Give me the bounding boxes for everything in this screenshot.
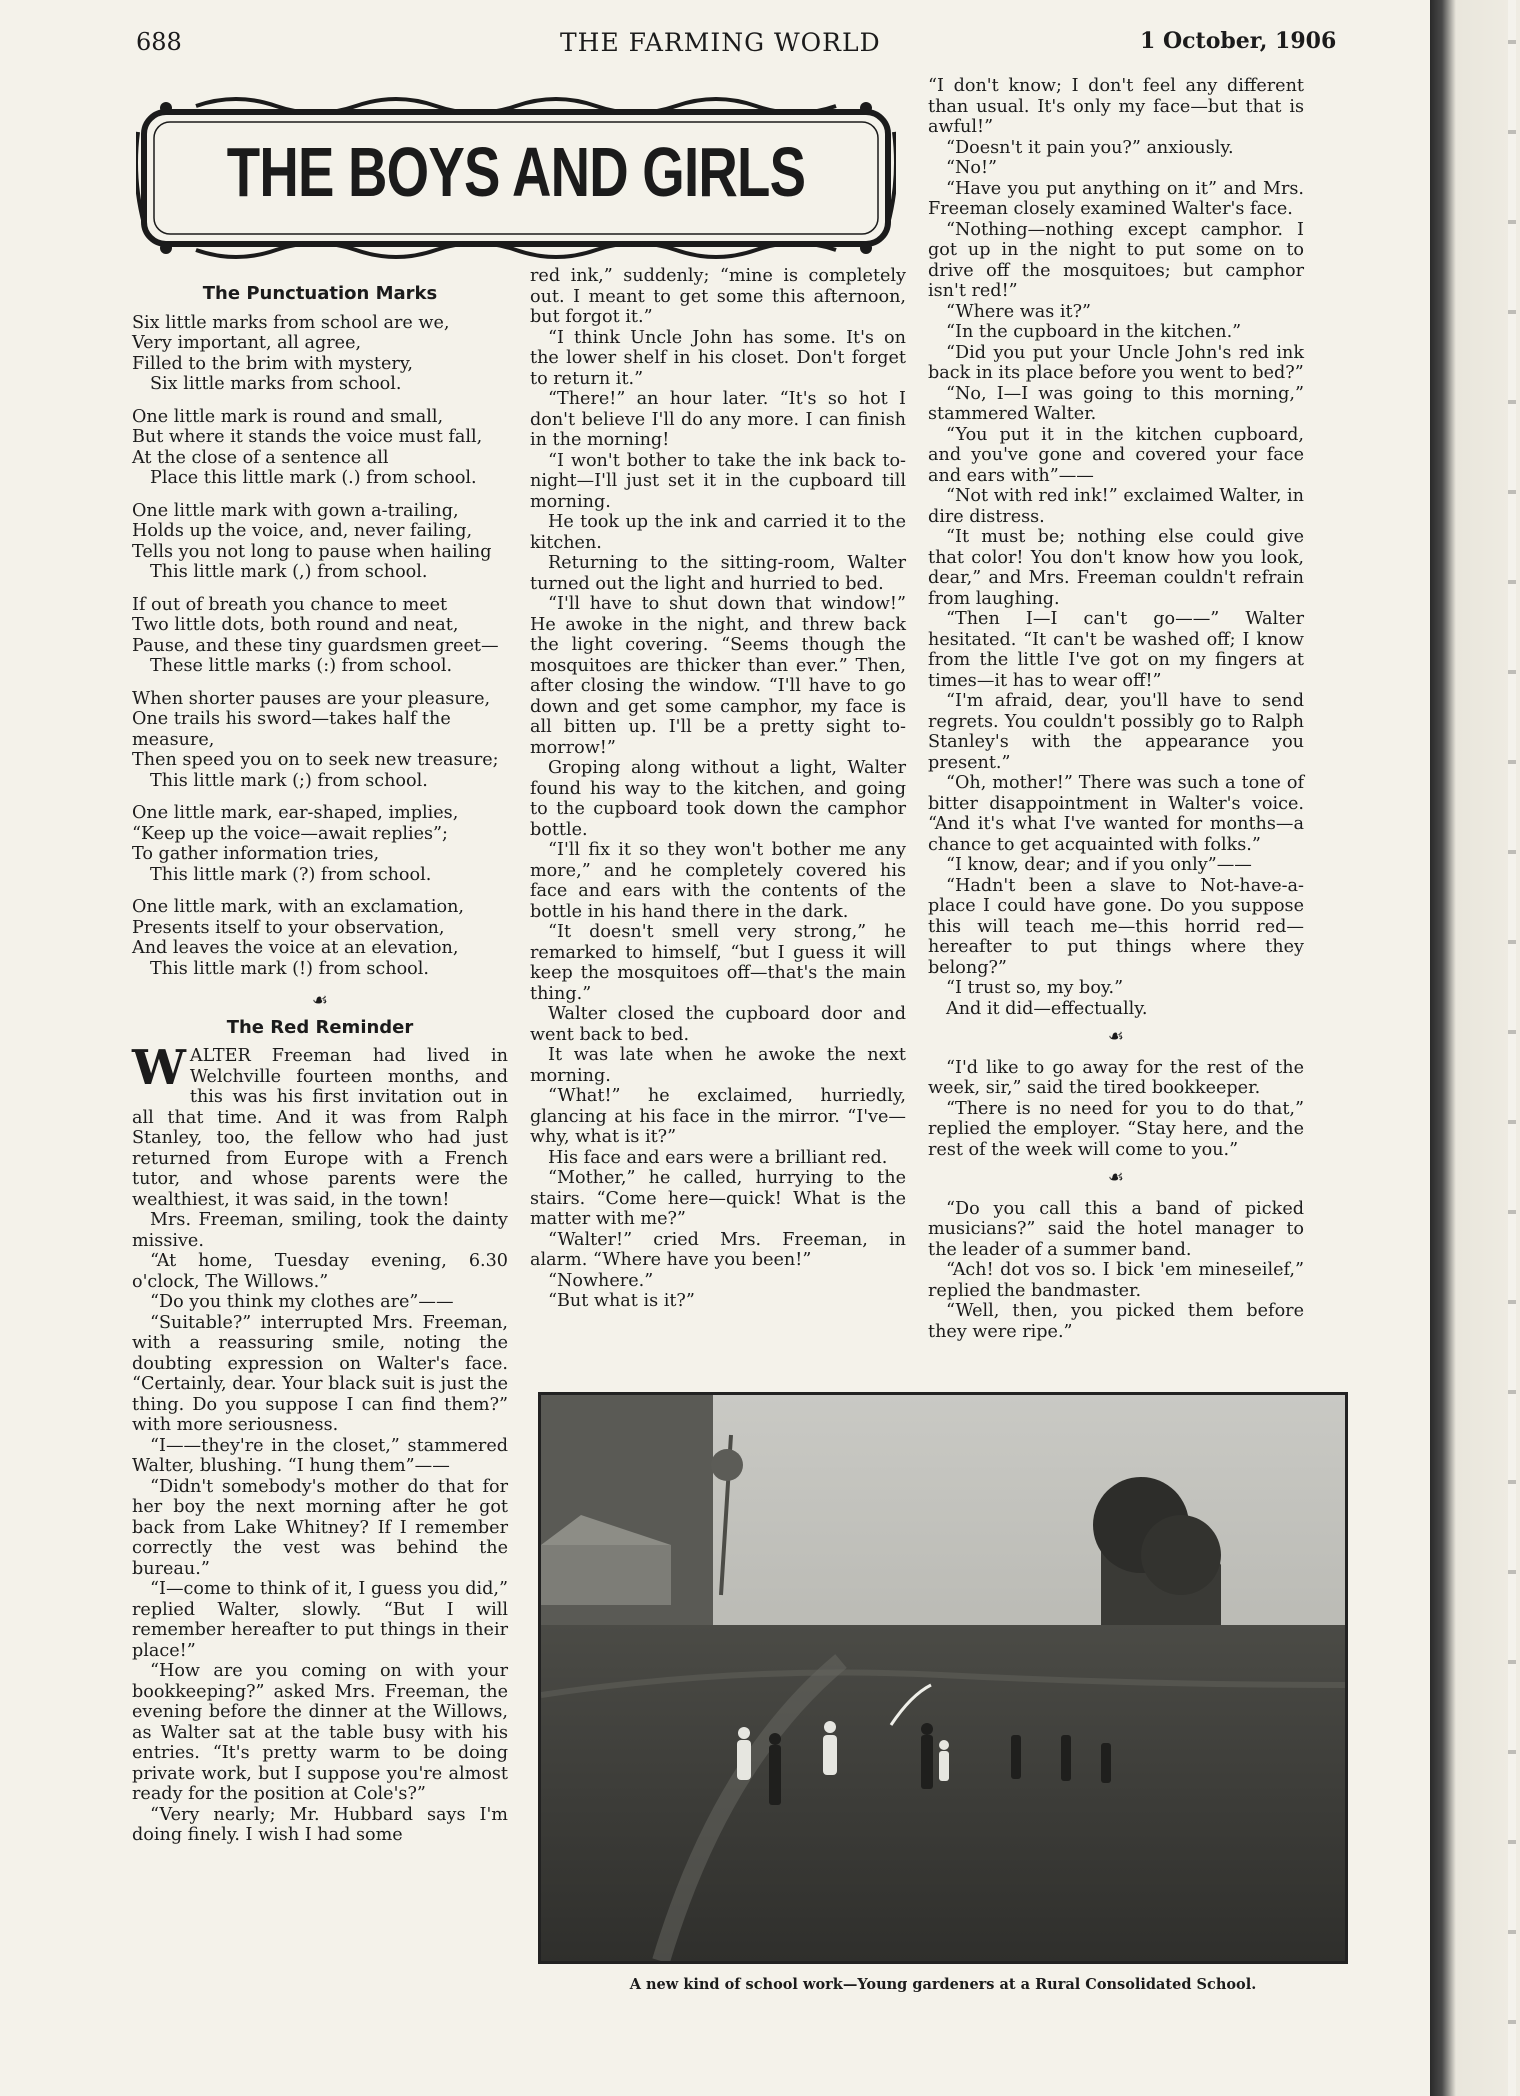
story-paragraph: Groping along without a light, Walter found his way to the kitchen, and going to the cupboard took down the camphor bottle. bbox=[530, 758, 906, 840]
poem-stanza bbox=[132, 407, 508, 489]
story-paragraph: “There!” an hour later. “It's so hot I don't believe I'll do any more. I can finish in the morning! bbox=[530, 389, 906, 450]
column-2 bbox=[530, 266, 906, 1312]
story-paragraph: “Doesn't it pain you?” anxiously. bbox=[946, 137, 1234, 158]
story-paragraph: “Not with red ink!” exclaimed Walter, in dire distress. bbox=[928, 486, 1304, 527]
separator-ornament: ☙ bbox=[1107, 1167, 1125, 1188]
story-paragraph bbox=[132, 1040, 508, 1210]
joke-bookkeeper bbox=[928, 1058, 1304, 1161]
separator-ornament: ☙ bbox=[311, 990, 329, 1011]
story-paragraph: Returning to the sitting-room, Walter turned out the light and hurried to bed. bbox=[530, 553, 906, 594]
story-paragraph: “Very nearly; Mr. Hubbard says I'm doing finely. I wish I had some bbox=[132, 1804, 508, 1845]
poem-line: Holds up the voice, and, never failing, bbox=[132, 521, 473, 541]
story-paragraph: “I know, dear; and if you only”—— bbox=[946, 855, 1252, 875]
story-column-3 bbox=[928, 76, 1304, 1019]
poem-line: Filled to the brim with mystery, bbox=[132, 353, 414, 374]
poem-line: This little mark (;) from school. bbox=[150, 770, 428, 791]
story-paragraph: “Suitable?” interrupted Mrs. Freeman, with a reassuring smile, noting the doubting expression on Walter's face. “Certainly, dear. Your black suit is just the thing. Do you suppose I can find them?” with more seriousness. bbox=[132, 1312, 508, 1435]
poem-line: Place this little mark (.) from school. bbox=[150, 468, 477, 488]
poem-stanza bbox=[132, 689, 508, 792]
joke-paragraph: “Ach! dot vos so. I bick 'em mineseilef,” replied the bandmaster. bbox=[928, 1260, 1304, 1301]
story-paragraph: “Have you put anything on it” and Mrs. Freeman closely examined Walter's face. bbox=[928, 178, 1304, 219]
poem-line: This little mark (,) from school. bbox=[150, 562, 428, 582]
story-paragraph: “Didn't somebody's mother do that for her boy the next morning after he got back from Lake Whitney? If I remember correctly the vest was behind the bureau.” bbox=[132, 1476, 508, 1579]
story-paragraph: “No!” bbox=[946, 158, 998, 178]
story-paragraph: “Oh, mother!” There was such a tone of bitter disappointment in Walter's voice. “And it's what I've wanted for months—a chance to get acquainted with folks.” bbox=[928, 773, 1304, 855]
column-1 bbox=[132, 284, 508, 1846]
story-column-1 bbox=[132, 1040, 508, 1846]
column-3 bbox=[928, 76, 1304, 1342]
poem-line: One little mark, with an exclamation, bbox=[132, 897, 464, 917]
story-paragraph: “At home, Tuesday evening, 6.30 o'clock, The Willows.” bbox=[132, 1251, 508, 1292]
poem-line: These little marks (:) from school. bbox=[150, 656, 453, 676]
poem-line: But where it stands the voice must fall, bbox=[132, 427, 483, 447]
story-paragraph: “I'll have to shut down that window!” He awoke in the night, and threw back the light covering. “Seems though the mosquitoes are thicker than ever.” Then, after closing the window. “I'll have to go down and get some camphor, my face is all bitten up. I'll be a pretty sight to-morrow!” bbox=[530, 594, 906, 758]
poem-line: This little mark (?) from school. bbox=[150, 864, 432, 885]
story-paragraph: “I don't know; I don't feel any different than usual. It's only my face—but that is awful!” bbox=[928, 76, 1304, 137]
poem-line: When shorter pauses are your pleasure, bbox=[132, 688, 491, 709]
joke-paragraph: “Do you call this a band of picked musicians?” said the hotel manager to the leader of a summer band. bbox=[928, 1198, 1304, 1260]
poem-stanza bbox=[132, 897, 508, 979]
poem-line: One little mark, ear-shaped, implies, bbox=[132, 803, 459, 823]
issue-date: 1 October, 1906 bbox=[1140, 28, 1337, 54]
story-paragraph: “You put it in the kitchen cupboard, and you've gone and covered your face and ears with”—— bbox=[928, 424, 1304, 486]
story-paragraph: “It doesn't smell very strong,” he remarked to himself, “but I guess it will keep the mosquitoes off—that's the main thing.” bbox=[530, 922, 906, 1004]
story-paragraph: “How are you coming on with your bookkeeping?” asked Mrs. Freeman, the evening before the dinner at the Willows, as Walter sat at the table busy with his entries. “It's pretty warm to be doing private work, but I suppose you're almost ready for the position at Cole's?” bbox=[132, 1661, 508, 1804]
poem-line: This little mark (!) from school. bbox=[150, 958, 429, 979]
story-title: The Red Reminder bbox=[226, 1016, 414, 1038]
poem-line: Then speed you on to seek new treasure; bbox=[132, 750, 499, 770]
story-paragraph: “But what is it?” bbox=[548, 1291, 695, 1311]
poem-line: Six little marks from school are we, bbox=[132, 312, 450, 333]
story-paragraph: “In the cupboard in the kitchen.” bbox=[946, 322, 1242, 342]
story-paragraph: It was late when he awoke the next morning. bbox=[530, 1045, 906, 1086]
poem-line: “Keep up the voice—await replies”; bbox=[132, 823, 448, 844]
poem-line: Pause, and these tiny guardsmen greet— bbox=[132, 635, 499, 656]
poem-stanza bbox=[132, 501, 508, 583]
story-paragraph: “Nothing—nothing except camphor. I got up in the night to put some on to drive off the mosquitoes; but camphor isn't red!” bbox=[928, 219, 1304, 301]
poem-stanza bbox=[132, 595, 508, 677]
poem-line: One trails his sword—takes half the measure, bbox=[132, 709, 451, 750]
section-banner bbox=[136, 92, 896, 262]
story-paragraph: “Where was it?” bbox=[946, 301, 1092, 322]
poem-line: If out of breath you chance to meet bbox=[132, 594, 448, 615]
story-paragraph: “I'm afraid, dear, you'll have to send regrets. You couldn't possibly go to Ralph Stanley's with the appearance you present.” bbox=[928, 691, 1304, 773]
photo-caption: A new kind of school work—Young gardeners at a Rural Consolidated School. bbox=[629, 1976, 1257, 1993]
joke-paragraph: “There is no need for you to do that,” replied the employer. “Stay here, and the rest of the week will come to you.” bbox=[928, 1098, 1304, 1160]
story-text: ALTER Freeman had lived in Welchville fourteen months, and this was his first invitation out in all that time. And it was from Ralph Stanley, too, the fellow who had just returned from Europe with a French tutor, and whose parents were the wealthiest, it was said, in the town! bbox=[132, 1046, 508, 1210]
poem-line: Two little dots, both round and neat, bbox=[132, 615, 459, 635]
poem-line: To gather information tries, bbox=[132, 844, 380, 864]
poem-stanza bbox=[132, 803, 508, 885]
poem-line: At the close of a sentence all bbox=[132, 447, 389, 468]
story-paragraph: And it did—effectually. bbox=[946, 998, 1148, 1019]
story-paragraph: “I'll fix it so they won't bother me any more,” and he completely covered his face and ears with the contents of the bottle in his hand there in the dark. bbox=[530, 840, 906, 922]
school-garden-photo bbox=[538, 1392, 1348, 1964]
story-paragraph: His face and ears were a brilliant red. bbox=[548, 1147, 888, 1168]
story-paragraph: “It must be; nothing else could give that color! You don't know how you look, dear,” and Mrs. Freeman couldn't refrain from laughing. bbox=[928, 527, 1304, 609]
photo-illustration bbox=[541, 1395, 1345, 1961]
joke-paragraph: “I'd like to go away for the rest of the week, sir,” said the tired bookkeeper. bbox=[928, 1057, 1304, 1098]
story-paragraph: “I——they're in the closet,” stammered Walter, blushing. “I hung them”—— bbox=[132, 1435, 508, 1476]
story-paragraph: “Did you put your Uncle John's red ink back in its place before you went to bed?” bbox=[928, 342, 1304, 383]
poem-line: Tells you not long to pause when hailing bbox=[132, 541, 492, 562]
story-paragraph: “I—come to think of it, I guess you did,” replied Walter, slowly. “But I will remember hereafter to put things in their place!” bbox=[132, 1579, 508, 1661]
adjacent-page-edge bbox=[1430, 0, 1520, 2096]
story-paragraph: “Nowhere.” bbox=[548, 1270, 654, 1291]
story-paragraph: “Walter!” cried Mrs. Freeman, in alarm. “Where have you been!” bbox=[530, 1229, 906, 1270]
story-paragraph: “No, I—I was going to this morning,” stammered Walter. bbox=[928, 383, 1304, 424]
joke-paragraph: “Well, then, you picked them before they were ripe.” bbox=[928, 1301, 1304, 1342]
story-paragraph: red ink,” suddenly; “mine is completely out. I meant to get some this afternoon, but forgot it.” bbox=[530, 266, 906, 327]
page-number: 688 bbox=[136, 28, 182, 56]
story-paragraph: “I trust so, my boy.” bbox=[946, 978, 1124, 998]
joke-band bbox=[928, 1199, 1304, 1343]
poem-line: One little mark is round and small, bbox=[132, 406, 444, 427]
poem-title: The Punctuation Marks bbox=[202, 283, 438, 304]
poem-stanza bbox=[132, 313, 508, 395]
separator-ornament: ☙ bbox=[1107, 1026, 1125, 1047]
poem-line: Presents itself to your observation, bbox=[132, 917, 445, 938]
story-paragraph: “I won't bother to take the ink back to-night—I'll just set it in the cupboard till morning. bbox=[530, 450, 906, 512]
story-paragraph: “I think Uncle John has some. It's on the lower shelf in his closet. Don't forget to return it.” bbox=[530, 327, 906, 389]
story-paragraph: Mrs. Freeman, smiling, took the dainty missive. bbox=[132, 1210, 508, 1251]
story-column-2 bbox=[530, 266, 906, 1312]
story-paragraph: “Mother,” he called, hurrying to the stairs. “Come here—quick! What is the matter with me?” bbox=[530, 1168, 906, 1229]
poem-line: And leaves the voice at an elevation, bbox=[132, 938, 459, 958]
story-paragraph: “Hadn't been a slave to Not-have-a-place I could have gone. Do you suppose this will teach me—this horrid red—hereafter to put things where they belong?” bbox=[928, 875, 1304, 978]
poem-line: Very important, all agree, bbox=[132, 333, 362, 353]
journal-title: THE FARMING WORLD bbox=[560, 28, 881, 57]
story-paragraph: Walter closed the cupboard door and went back to bed. bbox=[530, 1004, 906, 1045]
poem-line: One little mark with gown a-trailing, bbox=[132, 500, 459, 521]
story-paragraph: He took up the ink and carried it to the kitchen. bbox=[530, 512, 906, 553]
banner-title: THE BOYS AND GIRLS bbox=[226, 133, 806, 211]
drop-cap: W bbox=[132, 1040, 186, 1096]
poem-line: Six little marks from school. bbox=[150, 374, 402, 394]
story-paragraph: “What!” he exclaimed, hurriedly, glancing at his face in the mirror. “I've—why, what is it?” bbox=[530, 1086, 906, 1147]
story-paragraph: “Do you think my clothes are”—— bbox=[150, 1292, 454, 1312]
story-paragraph: “Then I—I can't go——” Walter hesitated. “It can't be washed off; I know from the little I've got on my fingers at times—it has to wear off!” bbox=[928, 609, 1304, 691]
poem-body bbox=[132, 313, 508, 980]
